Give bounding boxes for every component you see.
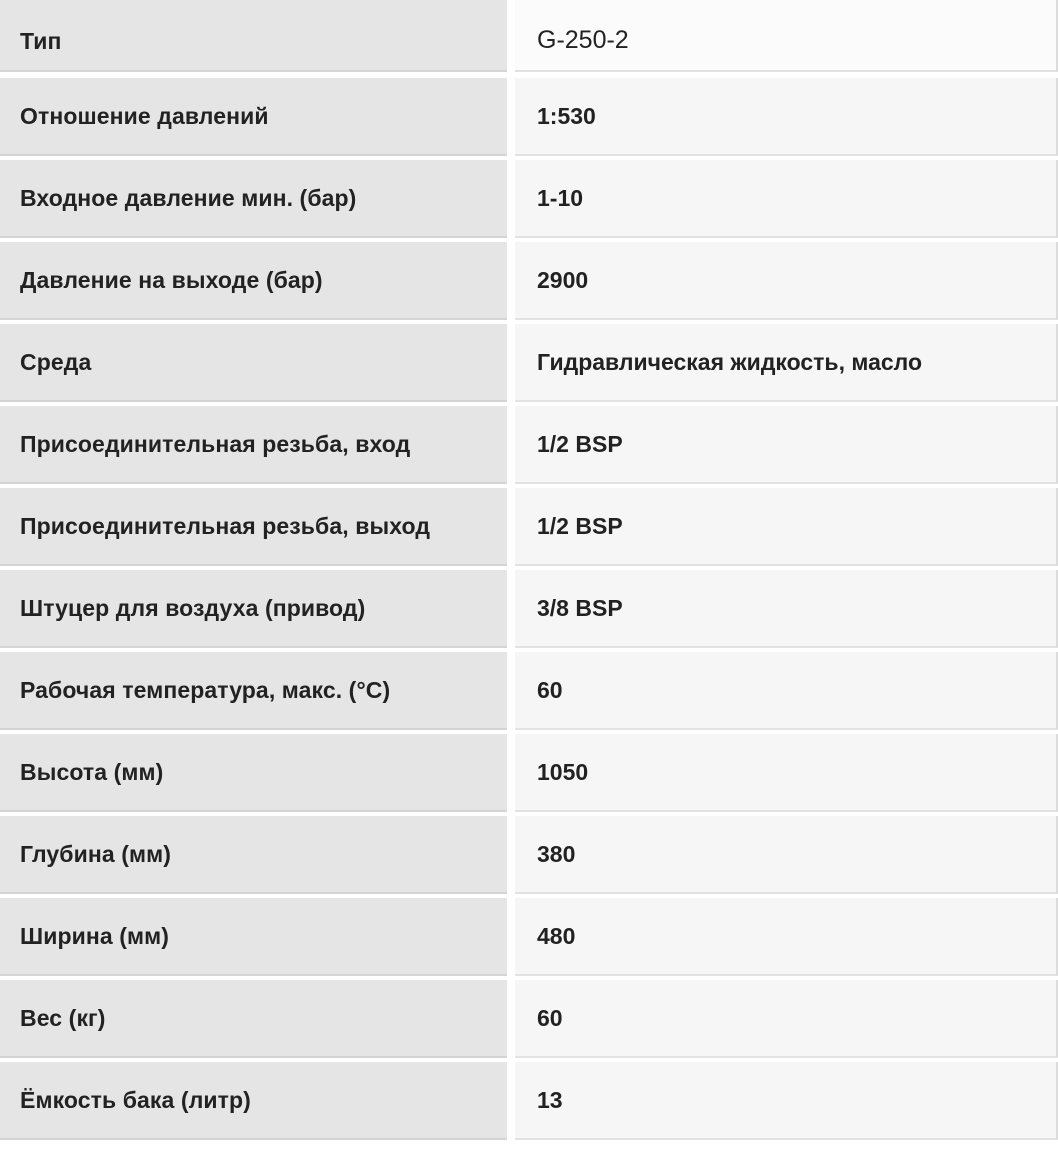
table-row bbox=[0, 1062, 1058, 1140]
table-row bbox=[0, 488, 1058, 566]
table-row bbox=[0, 242, 1058, 320]
spec-label: Глубина (мм) bbox=[0, 816, 507, 894]
spec-label: Тип bbox=[0, 0, 507, 72]
spec-label: Высота (мм) bbox=[0, 734, 507, 812]
spec-value: 3/8 BSP bbox=[515, 570, 1058, 648]
column-gap bbox=[507, 324, 515, 402]
table-row bbox=[0, 0, 1058, 72]
column-gap bbox=[507, 570, 515, 648]
spec-value: 380 bbox=[515, 816, 1058, 894]
table-row bbox=[0, 160, 1058, 238]
column-gap bbox=[507, 652, 515, 730]
spec-label: Присоединительная резьба, вход bbox=[0, 406, 507, 484]
spec-value: 13 bbox=[515, 1062, 1058, 1140]
spec-value: 1050 bbox=[515, 734, 1058, 812]
column-gap bbox=[507, 78, 515, 156]
column-gap bbox=[507, 898, 515, 976]
spec-label: Штуцер для воздуха (привод) bbox=[0, 570, 507, 648]
column-gap bbox=[507, 816, 515, 894]
spec-label: Среда bbox=[0, 324, 507, 402]
column-gap bbox=[507, 488, 515, 566]
column-gap bbox=[507, 242, 515, 320]
table-row bbox=[0, 734, 1058, 812]
spec-value: 1/2 BSP bbox=[515, 488, 1058, 566]
spec-label: Отношение давлений bbox=[0, 78, 507, 156]
column-gap bbox=[507, 980, 515, 1058]
column-gap bbox=[507, 0, 515, 72]
column-gap bbox=[507, 1062, 515, 1140]
table-row bbox=[0, 406, 1058, 484]
table-row bbox=[0, 652, 1058, 730]
spec-value: 1-10 bbox=[515, 160, 1058, 238]
spec-value: Гидравлическая жидкость, масло bbox=[515, 324, 1058, 402]
column-gap bbox=[507, 406, 515, 484]
spec-label: Давление на выходе (бар) bbox=[0, 242, 507, 320]
spec-label: Присоединительная резьба, выход bbox=[0, 488, 507, 566]
spec-value: 1:530 bbox=[515, 78, 1058, 156]
spec-value: 60 bbox=[515, 980, 1058, 1058]
table-row bbox=[0, 570, 1058, 648]
spec-label: Ёмкость бака (литр) bbox=[0, 1062, 507, 1140]
spec-value: 1/2 BSP bbox=[515, 406, 1058, 484]
spec-value: 2900 bbox=[515, 242, 1058, 320]
spec-label: Вес (кг) bbox=[0, 980, 507, 1058]
spec-label: Ширина (мм) bbox=[0, 898, 507, 976]
table-row bbox=[0, 78, 1058, 156]
table-row bbox=[0, 980, 1058, 1058]
table-row bbox=[0, 324, 1058, 402]
column-gap bbox=[507, 734, 515, 812]
spec-value: G-250-2 bbox=[515, 0, 1058, 72]
table-row bbox=[0, 816, 1058, 894]
spec-value: 60 bbox=[515, 652, 1058, 730]
column-gap bbox=[507, 160, 515, 238]
spec-value: 480 bbox=[515, 898, 1058, 976]
spec-label: Рабочая температура, макс. (°C) bbox=[0, 652, 507, 730]
spec-label: Входное давление мин. (бар) bbox=[0, 160, 507, 238]
table-row bbox=[0, 898, 1058, 976]
